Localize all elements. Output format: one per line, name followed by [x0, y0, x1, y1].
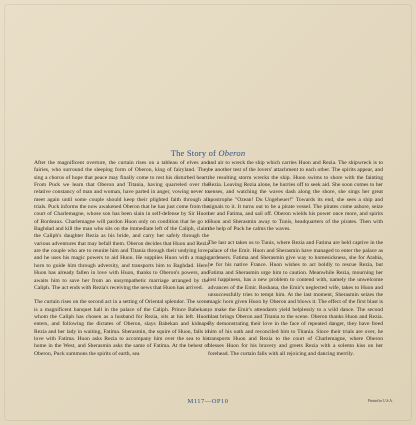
left-text-column	[34, 160, 209, 365]
printed-in-usa-note: Printed in U.S.A.	[368, 399, 393, 403]
title-opera-name: Oberon	[218, 148, 246, 158]
synopsis-paragraph: After the magnificent overture, the curtain rises on a tableau of elves and fairies, who surround the sleeping form of Oberon, king of fairyland. They sing a chorus of hope that peace may finally come to rest his disturbed heart. From Puck we learn that Oberon and Titania, having quarreled over the relative constancy of man and woman, have parted in anger, vowing never to meet again until some couple should keep their plighted faith through all trials. Puck informs the now awakened Oberon that he has just come from the court of Charlemagne, whose son has been slain in self-defense by Sir Huon of Bordeaux. Charlemagne will pardon Huon only on condition that he go to Baghdad and kill the man who sits on the immediate left of the Caliph, claim the Caliph's daughter Rezia as his bride, and carry her safely through the various adventures that may befall them. Oberon decides that Huon and Rezia are the couple who are to reunite him and Titania through their undying love, and he uses his magic powers to aid Huon. He supplies Huon with a magic horn to guide him through adversity, and transports him to Baghdad. Here, Huon has already fallen in love with Huon, thanks to Oberon's powers, and awaits him to save her from an unsympathetic marriage arranged by the Caliph. The act ends with Rezia's receiving the news that Huon has arrived.	[34, 160, 209, 291]
page-title	[0, 148, 416, 158]
synopsis-paragraph: and air to wreck the ship which carries Huon and Rezia. The shipwreck is to be another test of the lovers' attachment to each other. The spirits appear, and the resulting storm wrecks the ship. Huon swims to shore with the fainting Rezia. Leaving Rezia alone, he hurries off to seek aid. She soon comes to her senses, and watching the waves dash along the shore, she sings her great apostrophe "Ozean! Du Ungeheuer!" Towards its end, she sees a ship and signals to it. It turns out to be a pirate vessel. The pirates come ashore, seize her and Fatima, and sail off. Oberon wields his power once more, and spirits Huon and Sherasmin away to Tunis, headquarters of the pirates. Then with the help of Puck he calms the waves.	[208, 160, 383, 233]
title-prefix: The Story of	[170, 148, 217, 158]
synopsis-paragraph: The curtain rises on the second act in a setting of Oriental splendor. The scene is a magnificent banquet hall in the palace of the Caliph. Prince Babekan, whom the Caliph has chosen as a husband for Rezia, sits at his left. Huon enters, and following the dictates of Oberon, slays Babekan and kidnaps Rezia and her lady in waiting, Fatima. Sherasmin, the squire of Huon, falls in love with Fatima. Huon asks Rezia to accompany him over the sea to his home in the West, and Sherasmin asks the same of Fatima. At the behest of Oberon, Puck summons the spirits of earth, sea	[34, 299, 209, 357]
catalog-number: M117—OP10	[187, 398, 229, 405]
synopsis-paragraph: The last act takes us to Tunis, where Rezia and Fatima are held captive in the palace of the Emir. Huon and Sherasmin have managed to enter the palace as gardeners. Fatima and Sherasmin give way to homesickness, she for Arabia, he for his native France. Huon wishes to act boldly to rescue Rezia, but Fatima and Sherasmin urge him to caution. Meanwhile Rezia, mourning her lost happiness, has a new problem to contend with, namely the unwelcome advances of the Emir. Roshana, the Emir's neglected wife, takes to Huon and unsuccessfully tries to tempt him. At the last moment, Sherasmin seizes the magic horn given Huon by Oberon and blows it. The effect of the first blast is to make the Emir's attendants yield helplessly to a wild dance. The second blast brings Oberon and Titania to the scene. Oberon thanks Huon and Rezia. By demonstrating their love in the face of repeated danger, they have freed him of his oath and reconciled him to Titania. Since their trials are over, he transports Huon and Rezia to the court of Charlemagne, where Oberon blesses Huon for his bravery and greets Rezia with a solemn kiss on her forehead. The curtain falls with all rejoicing and dancing merrily.	[208, 240, 383, 357]
right-text-column	[208, 160, 383, 365]
